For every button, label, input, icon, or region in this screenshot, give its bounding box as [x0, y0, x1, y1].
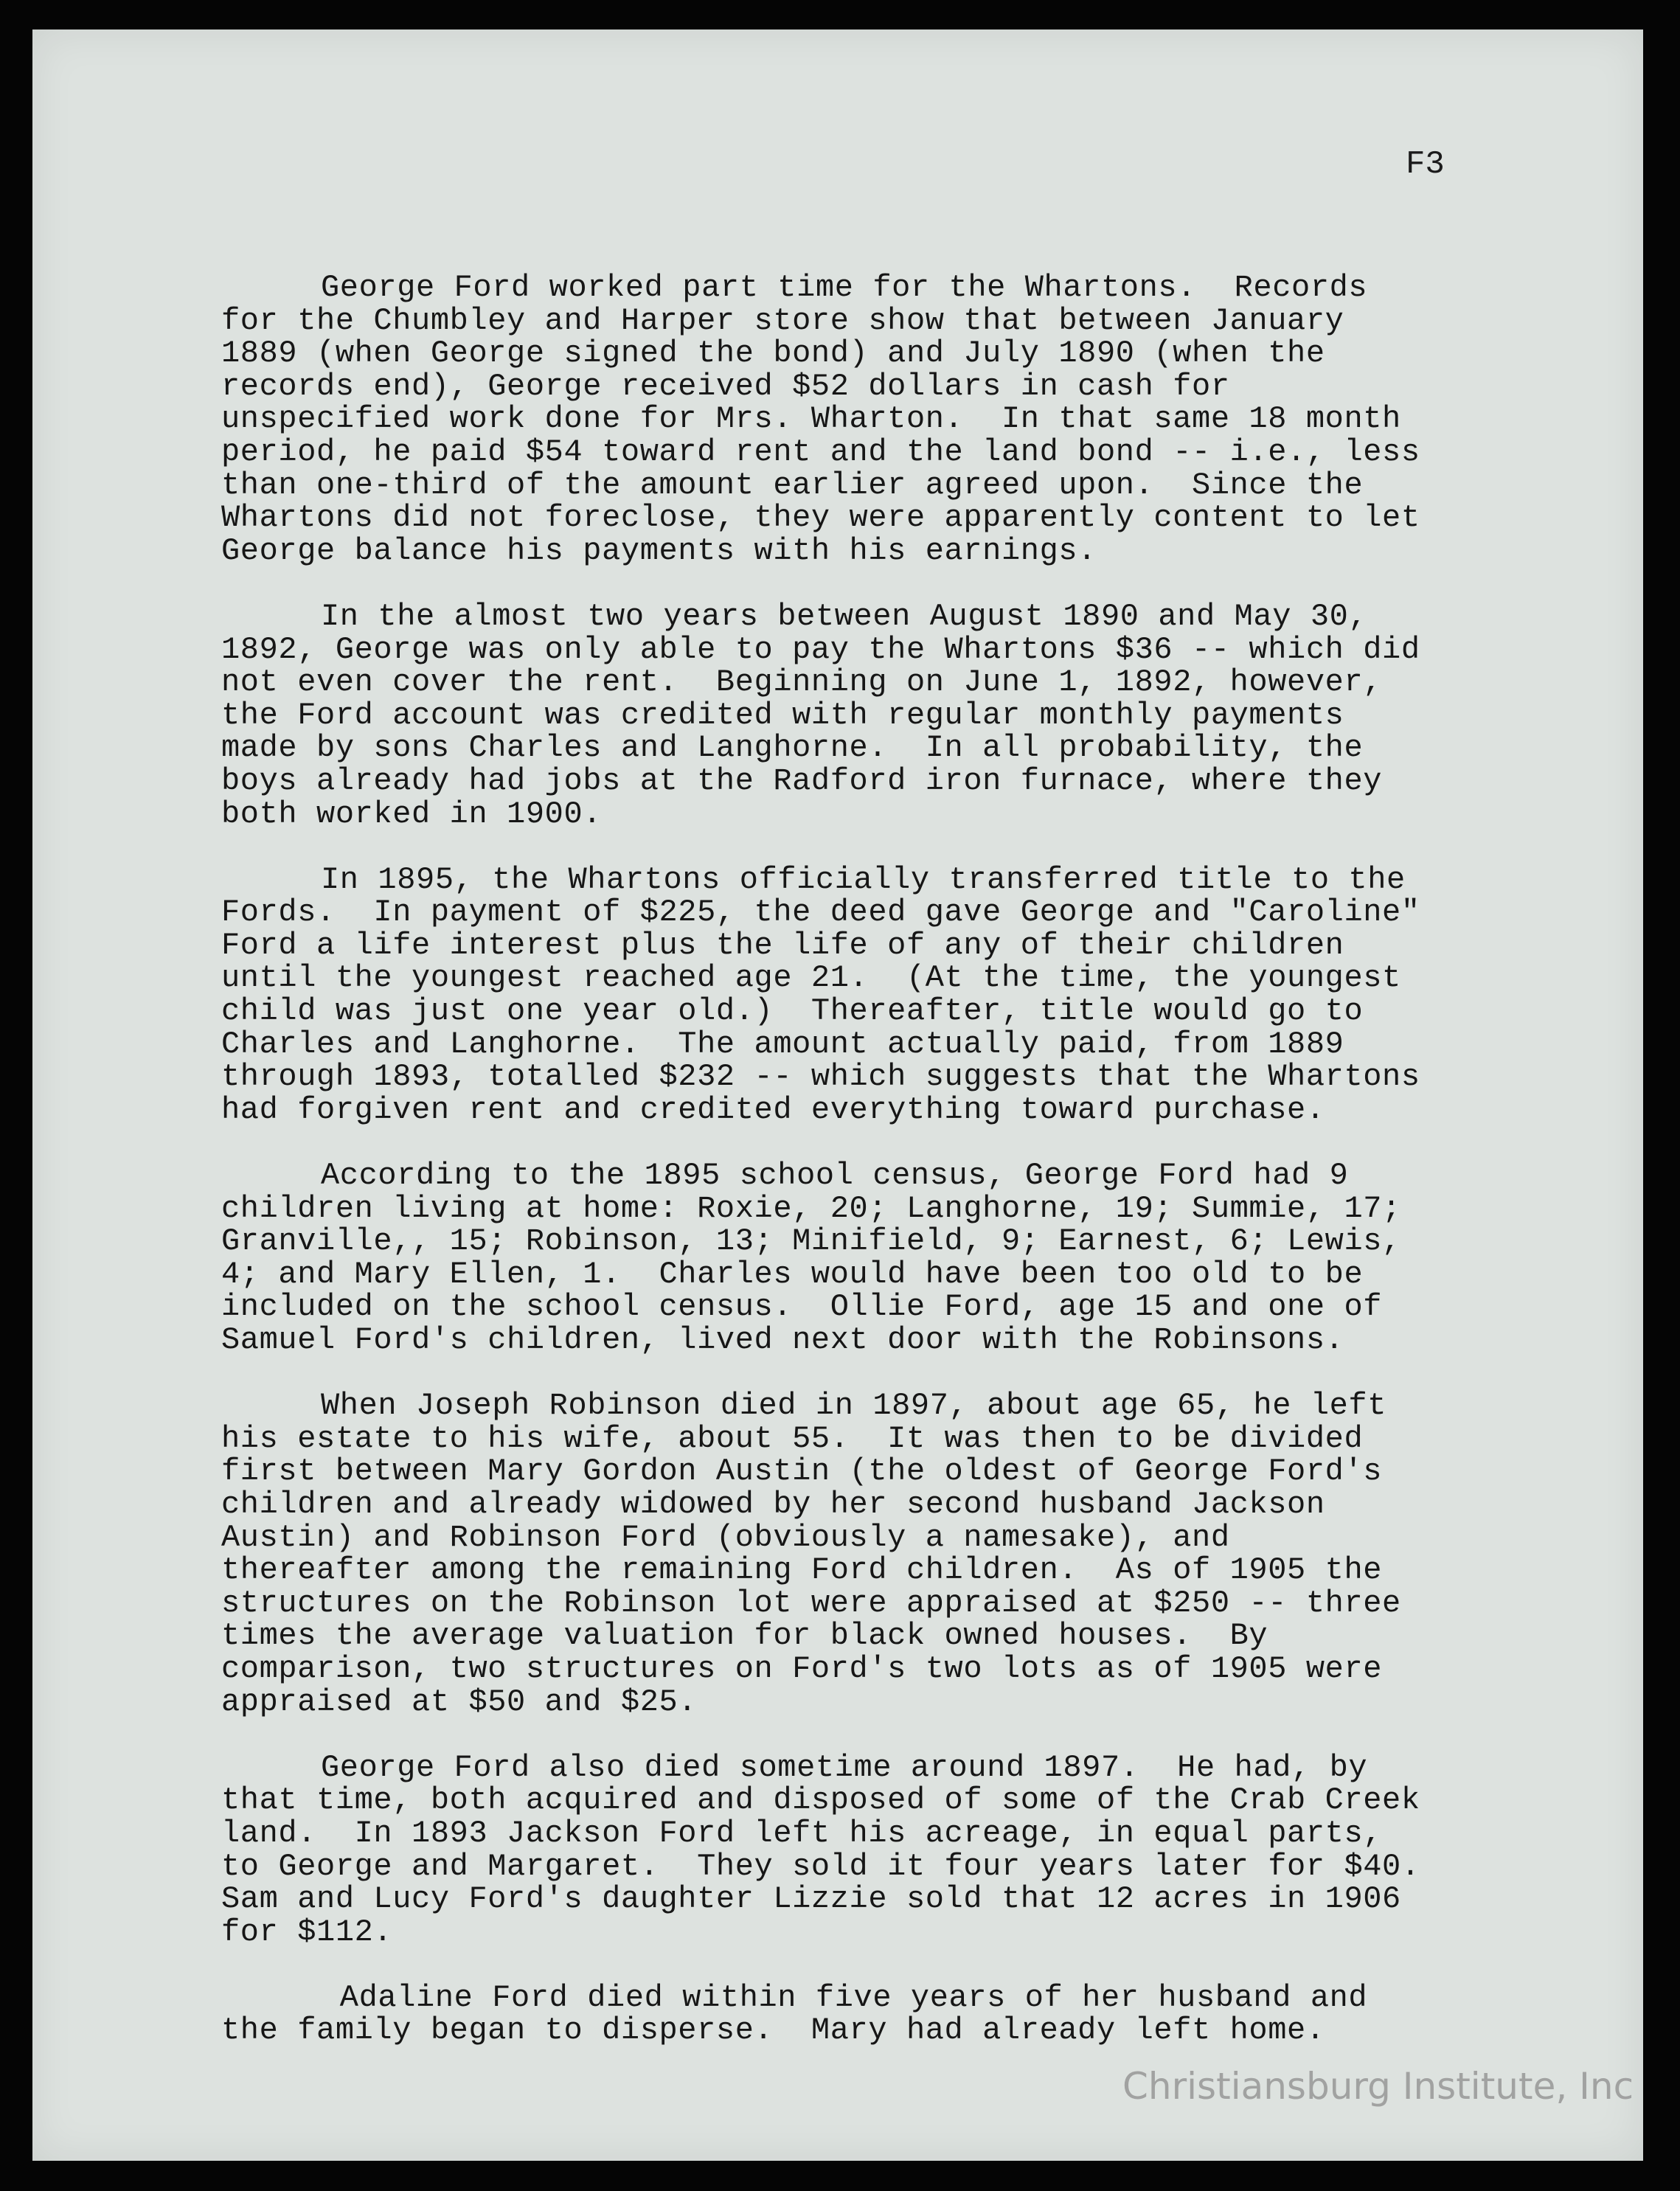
text-line: made by sons Charles and Langhorne. In all probability, the: [221, 730, 1364, 766]
text-line: Ford a life interest plus the life of any of their children: [221, 927, 1344, 963]
text-line: boys already had jobs at the Radford iron furnace, where they: [221, 763, 1383, 799]
paragraph: [221, 1159, 1519, 1357]
text-line: comparison, two structures on Ford's two lots as of 1905 were: [221, 1650, 1383, 1687]
text-line: times the average valuation for black owned houses. By: [221, 1618, 1268, 1654]
text-line: 4; and Mary Ellen, 1. Charles would have been too old to be: [221, 1256, 1364, 1292]
paragraph: [221, 861, 1519, 1128]
text-line: Fords. In payment of $225, the deed gave George and "Caroline": [221, 895, 1420, 931]
text-line: 1889 (when George signed the bond) and July 1890 (when the: [221, 336, 1325, 372]
text-line: Whartons did not foreclose, they were apparently content to let: [221, 500, 1420, 536]
text-line: child was just one year old.) Thereafter, title would go to: [221, 993, 1364, 1029]
text-line: Charles and Langhorne. The amount actually paid, from 1889: [221, 1026, 1344, 1062]
text-line: his estate to his wife, about 55. It was then to be divided: [221, 1420, 1364, 1456]
text-line: the family began to disperse. Mary had already left home.: [221, 2013, 1325, 2049]
text-line: George Ford worked part time for the Whartons. Records: [321, 270, 1368, 305]
paragraph: [221, 1979, 1519, 2049]
text-line: records end), George received $52 dollars in cash for: [221, 368, 1230, 404]
page-number: F3: [1406, 146, 1445, 183]
text-line: When Joseph Robinson died in 1897, about age 65, he left: [321, 1388, 1387, 1424]
paragraph: [221, 271, 1519, 567]
text-line: 1892, George was only able to pay the Whartons $36 -- which did: [221, 631, 1420, 667]
text-line: Sam and Lucy Ford's daughter Lizzie sold that 12 acres in 1906: [221, 1881, 1401, 1917]
paragraph: [221, 600, 1519, 830]
text-line: Samuel Ford's children, lived next door with the Robinsons.: [221, 1322, 1344, 1358]
text-line: through 1893, totalled $232 -- which suggests that the Whartons: [221, 1059, 1420, 1095]
text-line: According to the 1895 school census, George Ford had 9: [321, 1158, 1349, 1194]
text-line: first between Mary Gordon Austin (the oldest of George Ford's: [221, 1454, 1383, 1490]
text-line: In the almost two years between August 1890 and May 30,: [321, 598, 1368, 634]
typed-text-body: [221, 271, 1519, 2080]
text-line: to George and Margaret. They sold it four years later for $40.: [221, 1848, 1420, 1884]
text-line: Austin) and Robinson Ford (obviously a namesake), and: [221, 1519, 1230, 1555]
text-line: both worked in 1900.: [221, 796, 603, 832]
text-line: George balance his payments with his earnings.: [221, 532, 1097, 569]
text-line: for the Chumbley and Harper store show that between January: [221, 302, 1344, 338]
text-line: Granville,, 15; Robinson, 13; Minifield, 9; Earnest, 6; Lewis,: [221, 1223, 1401, 1260]
text-line: unspecified work done for Mrs. Wharton. In that same 18 month: [221, 401, 1401, 437]
text-line: the Ford account was credited with regular monthly payments: [221, 697, 1344, 733]
text-line: had forgiven rent and credited everything toward purchase.: [221, 1091, 1325, 1128]
text-line: thereafter among the remaining Ford children. As of 1905 the: [221, 1552, 1383, 1588]
text-line: Adaline Ford died within five years of her husband and: [321, 1979, 1368, 2015]
text-line: appraised at $50 and $25.: [221, 1684, 698, 1720]
text-line: children and already widowed by her second husband Jackson: [221, 1486, 1325, 1522]
text-line: until the youngest reached age 21. (At the time, the youngest: [221, 960, 1401, 996]
text-line: George Ford also died sometime around 1897. He had, by: [321, 1749, 1368, 1785]
text-line: structures on the Robinson lot were appraised at $250 -- three: [221, 1585, 1401, 1621]
text-line: land. In 1893 Jackson Ford left his acreage, in equal parts,: [221, 1815, 1383, 1851]
text-line: included on the school census. Ollie Ford, age 15 and one of: [221, 1289, 1383, 1325]
text-line: In 1895, the Whartons officially transferred title to the: [321, 861, 1406, 897]
text-line: for $112.: [221, 1914, 393, 1950]
text-line: than one-third of the amount earlier agreed upon. Since the: [221, 467, 1364, 503]
text-line: that time, both acquired and disposed of some of the Crab Creek: [221, 1782, 1420, 1819]
paragraph: [221, 1751, 1519, 1949]
text-line: not even cover the rent. Beginning on June 1, 1892, however,: [221, 664, 1383, 701]
text-line: children living at home: Roxie, 20; Langhorne, 19; Summie, 17;: [221, 1190, 1401, 1226]
paragraph: [221, 1389, 1519, 1718]
watermark: Christiansburg Institute, Inc: [1122, 2065, 1634, 2108]
text-line: period, he paid $54 toward rent and the land bond -- i.e., less: [221, 434, 1420, 470]
